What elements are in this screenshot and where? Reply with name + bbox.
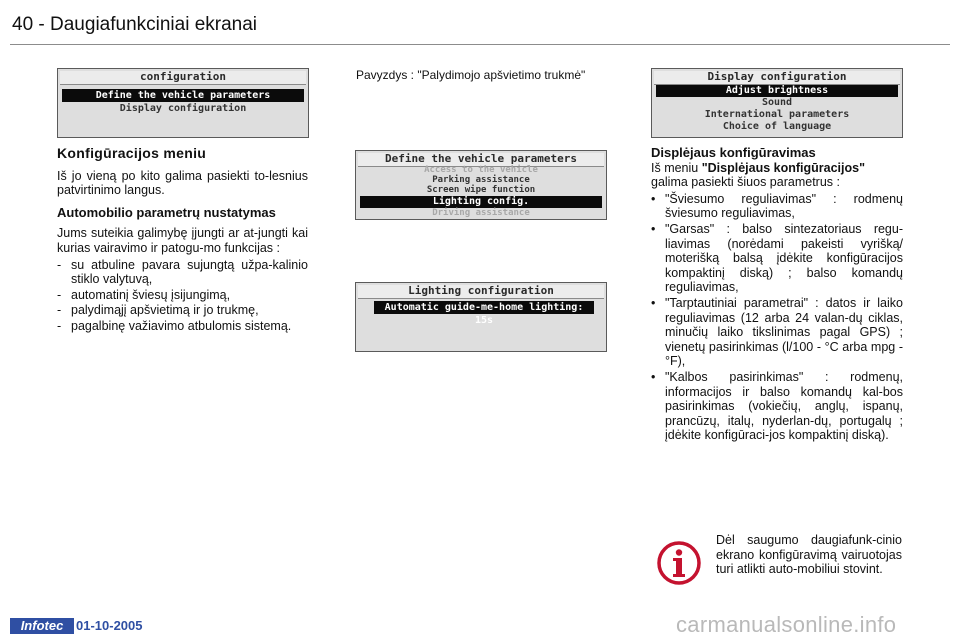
menu-item-define-vehicle: Define the vehicle parameters xyxy=(62,89,304,102)
list-item: • "Šviesumo reguliavimas" : rodmenų šviesumo reguliavimas, xyxy=(651,191,903,221)
menu-item-language: Choice of language xyxy=(722,121,832,132)
list-item: - palydimąjį apšvietimą ir jo trukmę, xyxy=(57,303,259,318)
vehicle-parameters-screen xyxy=(355,150,607,220)
print-date: 01-10-2005 xyxy=(76,618,143,633)
page-title: 40 - Daugiafunkciniai ekranai xyxy=(12,14,258,35)
list-item: - automatinį šviesų įsijungimą, xyxy=(57,287,231,302)
screen-title: Lighting configuration xyxy=(408,284,554,297)
menu-item-international: International parameters xyxy=(704,109,850,120)
infotec-logo: Infotec xyxy=(10,618,74,634)
menu-item-wipe: Screen wipe function xyxy=(426,185,536,195)
list-item: • "Tarptautiniai parametrai" : datos ir laiko reguliavimas (12 arba 24 valan-dų ciklas, minučių laiko tikslinimas pagal GPS) ; vienetų pasirinkimas (l/100 - °C arba mpg - °F), xyxy=(651,295,903,369)
list-item: - pagalbinę važiavimo atbulomis sistemą. xyxy=(57,318,292,333)
configuration-screen xyxy=(57,68,309,138)
lighting-screen xyxy=(355,282,607,352)
menu-item-lighting: Lighting config. xyxy=(360,196,602,208)
screen-title: configuration xyxy=(139,70,227,83)
example-caption: Pavyzdys : "Palydimojo apšvietimo trukmė" xyxy=(356,68,586,82)
section-heading: Displėjaus konfigūravimas xyxy=(651,145,816,160)
intro-text: Iš jo vieną po kito galima pasiekti to-lesnius patvirtinimo langus. xyxy=(57,168,308,198)
screen-title: Define the vehicle parameters xyxy=(384,152,578,165)
feature-list xyxy=(57,258,308,334)
list-item: • "Garsas" : balso sintezatoriaus regu-liavimas (norėdami pakeisti vyrišką/ moterišką balsą įdėkite konfigūracijos kompaktinį diską) ; balso komandų reguliavimas, xyxy=(651,221,903,295)
right-column xyxy=(651,146,903,444)
menu-item-parking: Parking assistance xyxy=(432,175,530,185)
menu-item-brightness: Adjust brightness xyxy=(656,85,898,97)
header-divider xyxy=(10,44,950,45)
menu-item-sound: Sound xyxy=(761,97,793,108)
info-icon xyxy=(656,540,702,586)
screen-title: Display configuration xyxy=(707,70,847,83)
menu-item-access: Access to the vehicle xyxy=(424,165,538,175)
menu-item-display-config: Display configuration xyxy=(119,103,247,114)
section-heading: Konfigūracijos meniu xyxy=(57,145,207,161)
list-item: - su atbuline pavara sujungtą užpa-kalinio stiklo valytuvą, xyxy=(57,257,308,287)
menu-item-guide-me-home: Automatic guide-me-home lighting: 15s xyxy=(374,301,594,314)
subheading: Automobilio parametrų nustatymas xyxy=(57,204,276,220)
display-config-screen xyxy=(651,68,903,138)
watermark: carmanualsonline.info xyxy=(676,612,897,637)
safety-note: Dėl saugumo daugiafunk-cinio ekrano konfigūravimą vairuotojas turi atlikti auto-mobiliui stovint. xyxy=(716,533,902,577)
parameter-list xyxy=(651,192,903,443)
paragraph: Jums suteikia galimybę įjungti ar at-jungti kai kurias vairavimo ir patogu-mo funkcijas : xyxy=(57,226,308,255)
menu-item-driving: Driving assistance xyxy=(432,208,530,218)
list-item: • "Kalbos pasirinkimas" : rodmenų, informacijos ir balso komandų kal-bos pasirinkimas (vokiečių, anglų, ispanų, prancūzų, italų, nyderlan-dų, portugalų ; įdėkite konfigūraci-jos kompaktinį diską). xyxy=(651,369,903,443)
left-column xyxy=(57,146,308,335)
intro-suffix: galima pasiekti šiuos parametrus : xyxy=(651,175,840,190)
intro-text: Iš meniu "Displėjaus konfigūracijos" xyxy=(651,160,865,175)
